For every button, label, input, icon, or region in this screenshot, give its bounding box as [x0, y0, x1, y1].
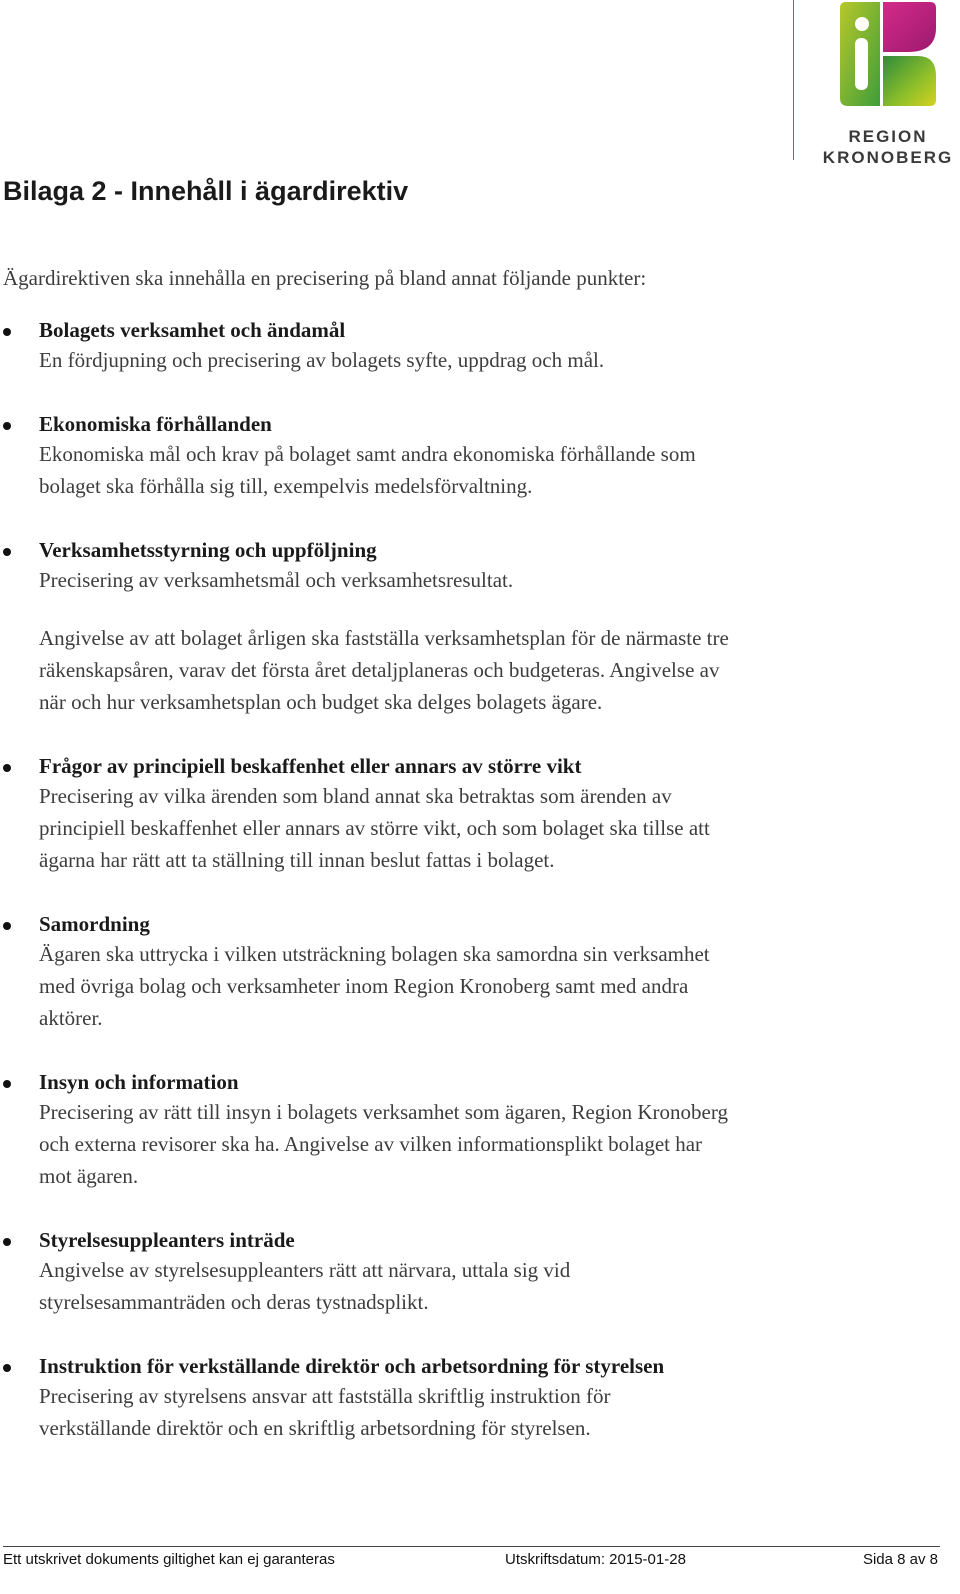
body-line: med övriga bolag och verksamheter inom Region Kronoberg samt med andra — [39, 974, 689, 998]
region-kronoberg-logo — [838, 0, 938, 112]
bullet-icon — [3, 1238, 11, 1246]
item-title: Bolagets verksamhet och ändamål — [39, 318, 346, 342]
list-item — [0, 410, 900, 502]
body-line: Ägaren ska uttrycka i vilken utsträckning bolagen ska samordna sin verksamhet — [39, 942, 710, 966]
body-line: när och hur verksamhetsplan och budget ska delges bolagets ägare. — [39, 690, 603, 714]
logo-text-region: REGION — [848, 127, 928, 146]
body-line: Precisering av vilka ärenden som bland annat ska betraktas som ärenden av — [39, 784, 672, 808]
intro-text: Ägardirektiven ska innehålla en precisering på bland annat följande punkter: — [3, 266, 647, 290]
item-title: Styrelsesuppleanters inträde — [39, 1228, 295, 1252]
list-item — [0, 1226, 900, 1318]
bullet-icon — [3, 1080, 11, 1088]
item-body — [39, 1096, 900, 1192]
bullet-icon — [3, 1364, 11, 1372]
body-line: ägarna har rätt att ta ställning till innan beslut fattas i bolaget. — [39, 848, 555, 872]
body-line: Angivelse av att bolaget årligen ska fastställa verksamhetsplan för de närmaste tre — [39, 626, 729, 650]
item-body — [39, 1254, 900, 1318]
footer-disclaimer: Ett utskrivet dokuments giltighet kan ej garanteras — [3, 1551, 335, 1568]
header-divider — [793, 0, 794, 160]
logo-wordmark — [818, 126, 958, 168]
item-title: Insyn och information — [39, 1070, 239, 1094]
body-line: Angivelse av styrelsesuppleanters rätt att närvara, uttala sig vid — [39, 1258, 571, 1282]
body-line: verkställande direktör och en skriftlig arbetsordning för styrelsen. — [39, 1416, 591, 1440]
item-body — [39, 1380, 900, 1444]
body-line: En fördjupning och precisering av bolagets syfte, uppdrag och mål. — [39, 348, 605, 372]
body-line: styrelsesammanträden och deras tystnadsplikt. — [39, 1290, 429, 1314]
page-footer — [0, 1546, 940, 1570]
list-item — [0, 1352, 900, 1444]
list-item — [0, 752, 900, 876]
logo-text-kronoberg: KRONOBERG — [822, 148, 954, 167]
bullet-icon — [3, 922, 11, 930]
item-title: Frågor av principiell beskaffenhet eller annars av större vikt — [39, 754, 582, 778]
footer-divider — [3, 1546, 940, 1547]
bullet-icon — [3, 548, 11, 556]
item-title: Instruktion för verkställande direktör och arbetsordning för styrelsen — [39, 1354, 665, 1378]
item-body — [39, 564, 900, 596]
footer-print-date: Utskriftsdatum: 2015-01-28 — [505, 1551, 686, 1568]
item-extra-paragraph — [39, 622, 900, 718]
page-title: Bilaga 2 - Innehåll i ägardirektiv — [3, 176, 409, 206]
body-line: och externa revisorer ska ha. Angivelse av vilken informationsplikt bolaget har — [39, 1132, 703, 1156]
list-item — [0, 910, 900, 1034]
directive-list — [0, 316, 900, 1478]
item-body — [39, 344, 900, 376]
item-body — [39, 780, 900, 876]
item-title: Ekonomiska förhållanden — [39, 412, 272, 436]
body-line: Precisering av rätt till insyn i bolagets verksamhet som ägaren, Region Kronoberg — [39, 1100, 728, 1124]
bullet-icon — [3, 422, 11, 430]
item-title: Verksamhetsstyrning och uppföljning — [39, 538, 377, 562]
bullet-icon — [3, 328, 11, 336]
list-item — [0, 1068, 900, 1192]
body-line: aktörer. — [39, 1006, 103, 1030]
item-title: Samordning — [39, 912, 150, 936]
list-item — [0, 536, 900, 718]
body-line: principiell beskaffenhet eller annars av större vikt, och som bolaget ska tillse att — [39, 816, 710, 840]
body-line: Ekonomiska mål och krav på bolaget samt andra ekonomiska förhållande som — [39, 442, 696, 466]
list-item — [0, 316, 900, 376]
footer-page-number: Sida 8 av 8 — [862, 1551, 938, 1568]
body-line: Precisering av styrelsens ansvar att fastställa skriftlig instruktion för — [39, 1384, 611, 1408]
item-body — [39, 938, 900, 1034]
item-body — [39, 438, 900, 502]
body-line: bolaget ska förhålla sig till, exempelvis medelsförvaltning. — [39, 474, 533, 498]
body-line: Precisering av verksamhetsmål och verksamhetsresultat. — [39, 568, 514, 592]
body-line: räkenskapsåren, varav det första året detaljplaneras och budgeteras. Angivelse av — [39, 658, 720, 682]
body-line: mot ägaren. — [39, 1164, 139, 1188]
bullet-icon — [3, 764, 11, 772]
